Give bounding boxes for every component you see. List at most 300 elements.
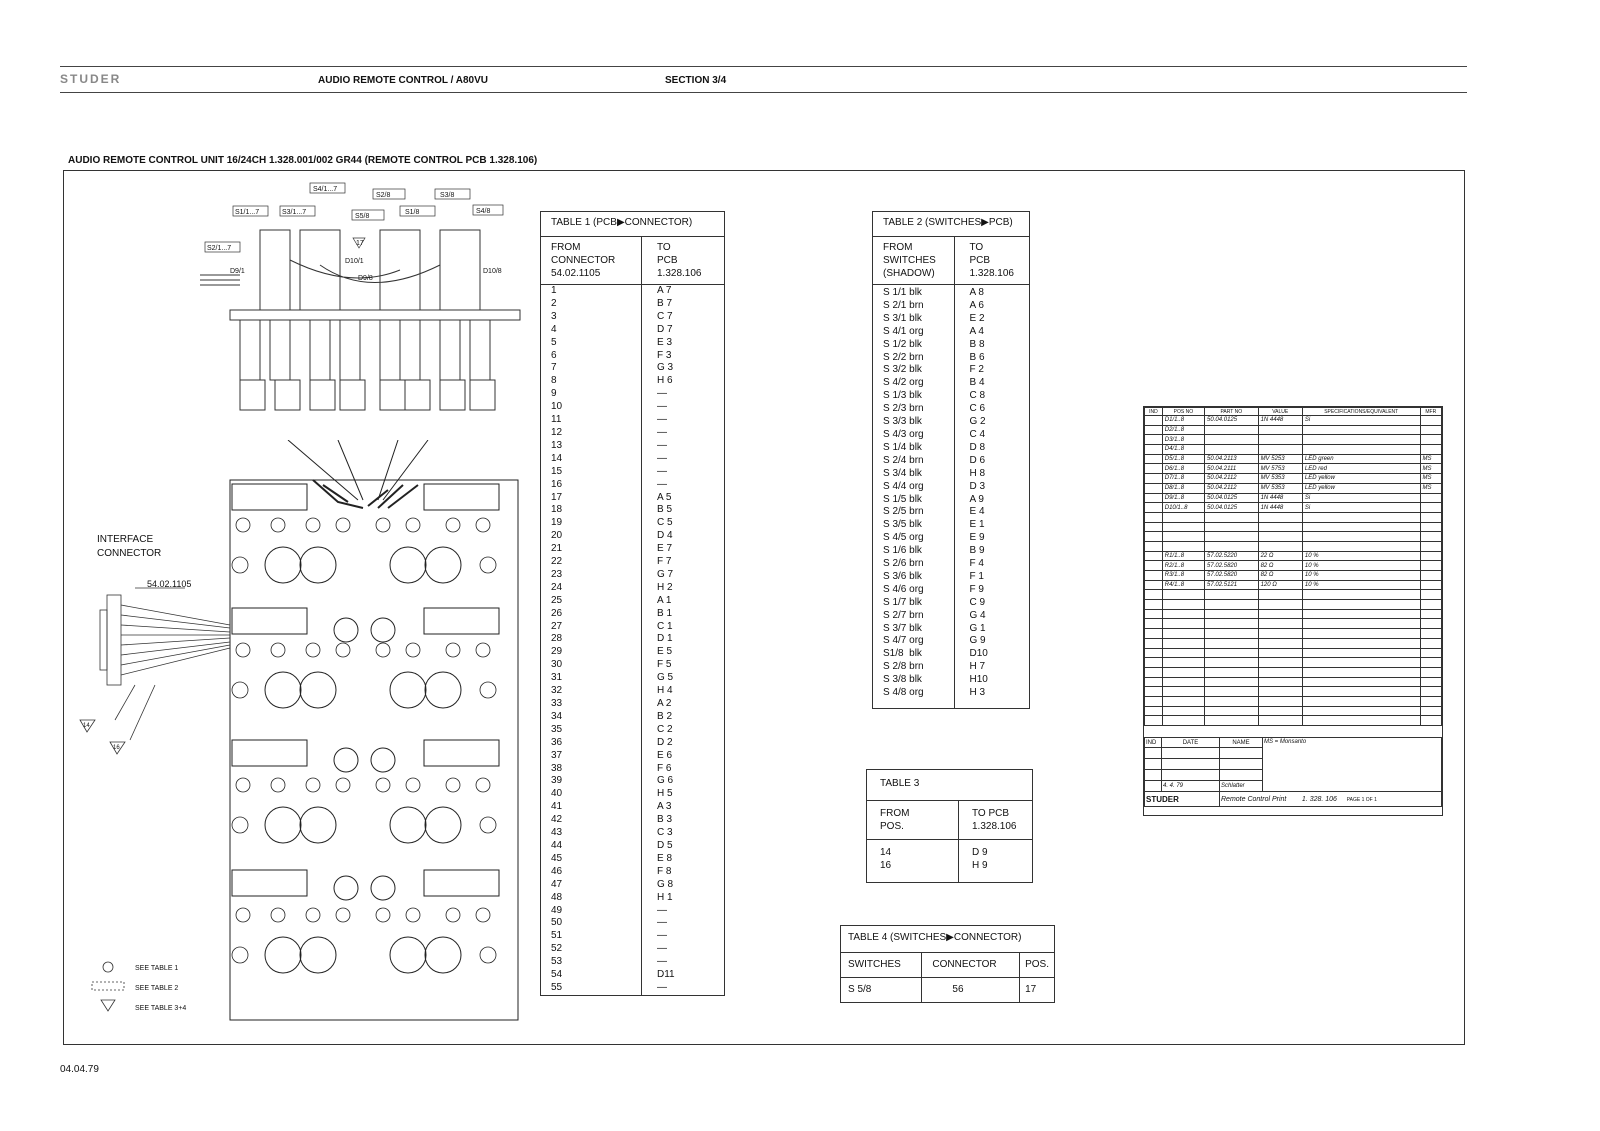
parts-cell: 10 % bbox=[1302, 551, 1420, 561]
table-1-from-cell: 42 bbox=[551, 814, 563, 826]
pcb-layout-drawing bbox=[228, 440, 523, 1022]
table-2-from-cell: S 4/3 org bbox=[883, 428, 924, 440]
parts-cell: D3/1..8 bbox=[1162, 435, 1204, 445]
table-2-from-cell: S 3/2 blk bbox=[883, 364, 922, 376]
table-2-from-cell: S 2/3 brn bbox=[883, 403, 924, 415]
parts-row bbox=[1145, 483, 1442, 493]
sheet-title: Remote Control Print bbox=[1221, 795, 1287, 803]
table-1-from-cell: 21 bbox=[551, 543, 563, 555]
table-1-from-cell: 55 bbox=[551, 981, 563, 993]
parts-row bbox=[1145, 416, 1442, 426]
parts-row bbox=[1145, 532, 1442, 542]
table-1-to-cell: — bbox=[657, 401, 667, 413]
table-2-to-cell: C 6 bbox=[969, 403, 986, 415]
parts-cell: Si bbox=[1302, 503, 1420, 513]
parts-row bbox=[1145, 696, 1442, 706]
switch-bodies bbox=[260, 230, 480, 310]
table-2-head-from: FROM SWITCHES (SHADOW) bbox=[873, 237, 955, 285]
table-1-to-cell: E 7 bbox=[657, 543, 673, 555]
table-2-from-cell: S 4/6 org bbox=[883, 583, 924, 595]
table-2-to-cell: F 1 bbox=[969, 570, 984, 582]
table-1-to-cell: B 2 bbox=[657, 710, 673, 722]
table-2-from-cell: S 2/8 brn bbox=[883, 661, 924, 673]
table-1-from-cell: 41 bbox=[551, 801, 563, 813]
parts-cell: D6/1..8 bbox=[1162, 464, 1204, 474]
switch-label: S2/1...7 bbox=[207, 245, 232, 252]
table-1-to-cell: B 3 bbox=[657, 814, 673, 826]
parts-cell: LED yellow bbox=[1302, 474, 1420, 484]
parts-cell: D8/1..8 bbox=[1162, 483, 1204, 493]
table-1 bbox=[540, 211, 725, 996]
table-1-to-cell: — bbox=[657, 917, 667, 929]
table-1-from-cell: 52 bbox=[551, 943, 563, 955]
parts-cell bbox=[1145, 571, 1163, 581]
parts-row bbox=[1145, 435, 1442, 445]
table-4-head-connector: CONNECTOR bbox=[922, 953, 1020, 978]
table-2-from-cell: S 2/4 brn bbox=[883, 454, 924, 466]
table-1-from-cell: 44 bbox=[551, 839, 563, 851]
parts-row bbox=[1145, 658, 1442, 668]
sheet-number: 1. 328. 106 bbox=[1301, 795, 1337, 803]
table-1-to-cell: F 7 bbox=[657, 556, 672, 568]
table-1-from-cell: 38 bbox=[551, 762, 563, 774]
parts-cell: Si bbox=[1302, 493, 1420, 503]
revision-note: MS = Monsanto bbox=[1263, 738, 1442, 792]
table-2-to-cell: B 6 bbox=[969, 351, 985, 363]
parts-cell bbox=[1145, 445, 1163, 455]
parts-cell bbox=[1145, 416, 1163, 426]
parts-header-cell: VALUE bbox=[1258, 408, 1302, 416]
parts-cell: D7/1..8 bbox=[1162, 474, 1204, 484]
parts-row bbox=[1145, 716, 1442, 726]
table-1-from-cell: 2 bbox=[551, 297, 557, 309]
table-2-from-cell: S 3/4 blk bbox=[883, 467, 922, 479]
table-1-to-cell: F 5 bbox=[657, 659, 672, 671]
table-1-from-cell: 20 bbox=[551, 530, 563, 542]
table-1-head-from: FROM CONNECTOR 54.02.1105 bbox=[541, 237, 642, 285]
parts-list-table bbox=[1144, 407, 1442, 726]
table-1-title: TABLE 1 (PCB▶CONNECTOR) bbox=[541, 212, 725, 237]
parts-cell: 50.04.0125 bbox=[1205, 416, 1259, 426]
table-2-to-cell: E 2 bbox=[969, 312, 985, 324]
table-3-head-to: TO PCB 1.328.106 bbox=[959, 801, 1033, 840]
parts-cell: 1N 4448 bbox=[1258, 416, 1302, 426]
parts-row bbox=[1145, 522, 1442, 532]
table-2-to-cell: H10 bbox=[969, 674, 988, 686]
legend-table2: SEE TABLE 2 bbox=[135, 985, 179, 992]
parts-row bbox=[1145, 503, 1442, 513]
parts-cell bbox=[1420, 551, 1441, 561]
parts-cell: R1/1..8 bbox=[1162, 551, 1204, 561]
parts-cell bbox=[1145, 483, 1163, 493]
table-1-to-cell: B 1 bbox=[657, 607, 673, 619]
parts-cell: 50.04.2112 bbox=[1205, 483, 1259, 493]
table-1-to-cell: E 5 bbox=[657, 646, 673, 658]
table-1-from-cell: 35 bbox=[551, 723, 563, 735]
table-1-to-cell: — bbox=[657, 414, 667, 426]
table-2-to-cell: E 4 bbox=[969, 506, 985, 518]
parts-cell: 57.02.5220 bbox=[1205, 551, 1259, 561]
table-2-to-cell: C 8 bbox=[969, 390, 986, 402]
table-2-from-cell: S 1/7 blk bbox=[883, 596, 922, 608]
table-1-to-cell: E 3 bbox=[657, 336, 673, 348]
parts-cell bbox=[1420, 561, 1441, 571]
table-2-from-cell: S 1/3 blk bbox=[883, 390, 922, 402]
table-1-from-cell: 31 bbox=[551, 672, 563, 684]
switch-label: S4/8 bbox=[476, 208, 491, 215]
table-3-head-from: FROM POS. bbox=[867, 801, 959, 840]
table-2-from-cell: S 1/2 blk bbox=[883, 338, 922, 350]
parts-cell: 82 Ω bbox=[1258, 561, 1302, 571]
parts-row bbox=[1145, 464, 1442, 474]
table-2-from-cell: S 3/5 blk bbox=[883, 519, 922, 531]
sheet-page: PAGE 1 OF 1 bbox=[1346, 796, 1377, 803]
table-1-to-cell: G 6 bbox=[657, 775, 674, 787]
switch-assembly-drawing bbox=[200, 180, 530, 430]
table-1-to-cell: — bbox=[657, 478, 667, 490]
table-2-from-cell: S 2/5 brn bbox=[883, 506, 924, 518]
parts-cell: R2/1..8 bbox=[1162, 561, 1204, 571]
table-1-to-cell: B 7 bbox=[657, 297, 673, 309]
switch-label: S1/1...7 bbox=[235, 209, 260, 216]
parts-cell bbox=[1145, 493, 1163, 503]
table-1-to-cell: E 6 bbox=[657, 749, 673, 761]
table-2-to-column bbox=[954, 285, 1030, 709]
parts-cell: 82 Ω bbox=[1258, 571, 1302, 581]
table-1-from-cell: 39 bbox=[551, 775, 563, 787]
diode-label: D10/1 bbox=[345, 258, 364, 265]
parts-cell bbox=[1205, 425, 1259, 435]
parts-cell: MS bbox=[1420, 483, 1441, 493]
table-2-from-cell: S1/8 blk bbox=[883, 648, 922, 660]
table-2-from-cell: S 3/3 blk bbox=[883, 416, 922, 428]
table-2-from-cell: S 3/1 blk bbox=[883, 312, 922, 324]
table-1-to-cell: F 6 bbox=[657, 762, 672, 774]
table-1-from-cell: 18 bbox=[551, 504, 563, 516]
parts-cell: 57.02.5121 bbox=[1205, 580, 1259, 590]
table-1-to-cell: C 7 bbox=[657, 310, 673, 322]
table-1-to-cell: — bbox=[657, 956, 667, 968]
table-2-from-cell: S 4/2 org bbox=[883, 377, 924, 389]
parts-cell bbox=[1145, 435, 1163, 445]
parts-cell: 50.04.0125 bbox=[1205, 503, 1259, 513]
table-1-to-cell: C 5 bbox=[657, 517, 673, 529]
table-2-from-cell: S 3/7 blk bbox=[883, 622, 922, 634]
table-1-to-cell: A 3 bbox=[657, 801, 672, 813]
table-2-from-cell: S 4/5 org bbox=[883, 532, 924, 544]
parts-cell: 1N 4448 bbox=[1258, 493, 1302, 503]
parts-row bbox=[1145, 425, 1442, 435]
parts-row bbox=[1145, 454, 1442, 464]
parts-header-cell: SPECIFICATIONS/EQUIVALENT bbox=[1302, 408, 1420, 416]
header-rule-top bbox=[60, 66, 1467, 67]
parts-cell: D10/1..8 bbox=[1162, 503, 1204, 513]
parts-cell: LED red bbox=[1302, 464, 1420, 474]
table-4-head-pos: POS. bbox=[1020, 953, 1055, 978]
parts-row bbox=[1145, 706, 1442, 716]
parts-cell: D5/1..8 bbox=[1162, 454, 1204, 464]
table-2-from-cell: S 1/1 blk bbox=[883, 287, 922, 298]
table-2-to-cell: H 3 bbox=[969, 687, 986, 699]
table-1-from-cell: 15 bbox=[551, 465, 563, 477]
table-1-to-cell: C 2 bbox=[657, 723, 673, 735]
table-2-to-cell: D 3 bbox=[969, 480, 986, 492]
table-1-from-cell: 50 bbox=[551, 917, 563, 929]
table-2-from-column bbox=[873, 285, 955, 709]
switch-label: S4/1...7 bbox=[313, 186, 338, 193]
table-2-to-cell: F 2 bbox=[969, 364, 984, 376]
table-2-to-cell: G 1 bbox=[969, 622, 986, 634]
revision-table: IND DATE NAME MS = Monsanto 4. 4. 79 Schlatter STUDER Remote Control Print 1. 328. 106 PAGE 1 OF 1 bbox=[1144, 737, 1442, 807]
parts-cell bbox=[1145, 425, 1163, 435]
table-3-to: D 9 H 9 bbox=[959, 840, 1033, 883]
parts-cell: MV 5353 bbox=[1258, 474, 1302, 484]
parts-header-cell: MFR bbox=[1420, 408, 1441, 416]
parts-cell bbox=[1302, 425, 1420, 435]
table-1-from-cell: 30 bbox=[551, 659, 563, 671]
table-1-to-cell: G 5 bbox=[657, 672, 674, 684]
parts-cell: R4/1..8 bbox=[1162, 580, 1204, 590]
table-1-to-cell: — bbox=[657, 439, 667, 451]
table-1-from-cell: 14 bbox=[551, 452, 563, 464]
table-2-from-cell: S 4/1 org bbox=[883, 325, 924, 337]
parts-row bbox=[1145, 580, 1442, 590]
table-1-to-cell: C 3 bbox=[657, 827, 673, 839]
table-1-to-cell: — bbox=[657, 388, 667, 400]
parts-row bbox=[1145, 561, 1442, 571]
parts-cell: MV 5253 bbox=[1258, 454, 1302, 464]
parts-cell bbox=[1145, 551, 1163, 561]
section-label: SECTION 3/4 bbox=[665, 75, 727, 86]
drawing-title: AUDIO REMOTE CONTROL UNIT 16/24CH 1.328.001/002 GR44 (REMOTE CONTROL PCB 1.328.106) bbox=[68, 155, 538, 166]
table-1-to-cell: D 7 bbox=[657, 323, 673, 335]
table-1-to-cell: A 7 bbox=[657, 285, 672, 296]
revision-name: Schlatter bbox=[1220, 781, 1263, 792]
legend-table34: SEE TABLE 3+4 bbox=[135, 1005, 187, 1012]
connector-part-number: 54.02.1105 bbox=[147, 579, 192, 589]
table-1-from-cell: 32 bbox=[551, 685, 563, 697]
table-1-to-cell: H 5 bbox=[657, 788, 673, 800]
table-1-to-cell: F 3 bbox=[657, 349, 672, 361]
table-2-to-cell: E 1 bbox=[969, 519, 985, 531]
table-1-from-cell: 19 bbox=[551, 517, 563, 529]
table-2-to-cell: B 4 bbox=[969, 377, 985, 389]
switch-label: S1/8 bbox=[405, 209, 420, 216]
position-14-label: 14 bbox=[83, 723, 90, 729]
legend bbox=[90, 960, 220, 1020]
parts-header-cell: IND bbox=[1145, 408, 1163, 416]
issue-date: 04.04.79 bbox=[60, 1064, 99, 1075]
parts-cell bbox=[1420, 580, 1441, 590]
parts-cell: D9/1..8 bbox=[1162, 493, 1204, 503]
parts-cell: MV 5353 bbox=[1258, 483, 1302, 493]
parts-row bbox=[1145, 493, 1442, 503]
parts-cell bbox=[1420, 416, 1441, 426]
circle-legend-icon bbox=[103, 962, 113, 972]
table-2-to-cell: G 9 bbox=[969, 635, 986, 647]
parts-cell: 1N 4448 bbox=[1258, 503, 1302, 513]
parts-cell: 10 % bbox=[1302, 571, 1420, 581]
table-2-to-cell: A 6 bbox=[969, 299, 984, 311]
table-1-to-cell: D 2 bbox=[657, 736, 673, 748]
parts-cell bbox=[1420, 571, 1441, 581]
table-1-to-cell: H 1 bbox=[657, 891, 673, 903]
parts-cell bbox=[1302, 435, 1420, 445]
table-1-to-cell: B 5 bbox=[657, 504, 673, 516]
table-4-head-switches: SWITCHES bbox=[841, 953, 922, 978]
table-1-to-cell: H 2 bbox=[657, 581, 673, 593]
table-2-to-cell: C 9 bbox=[969, 596, 986, 608]
table-2-to-cell: A 8 bbox=[969, 287, 984, 298]
table-3 bbox=[866, 769, 1033, 883]
switch-label: S2/8 bbox=[376, 192, 391, 199]
parts-cell bbox=[1205, 445, 1259, 455]
table-1-from-cell: 40 bbox=[551, 788, 563, 800]
table-1-from-cell: 8 bbox=[551, 375, 557, 387]
table-1-from-cell: 45 bbox=[551, 852, 563, 864]
legend-table1: SEE TABLE 1 bbox=[135, 965, 179, 972]
parts-cell bbox=[1258, 435, 1302, 445]
interface-connector-label: INTERFACE CONNECTOR bbox=[97, 534, 162, 559]
table-1-to-cell: D11 bbox=[657, 969, 675, 981]
table-2-from-cell: S 2/1 brn bbox=[883, 299, 924, 311]
table-1-from-cell: 1 bbox=[551, 285, 557, 296]
table-2-from-cell: S 3/6 blk bbox=[883, 570, 922, 582]
table-1-to-cell: C 1 bbox=[657, 620, 673, 632]
parts-cell bbox=[1145, 454, 1163, 464]
diode-label: D9/8 bbox=[358, 275, 373, 282]
switch-label: S5/8 bbox=[355, 213, 370, 220]
parts-cell: 57.02.5820 bbox=[1205, 561, 1259, 571]
parts-cell bbox=[1420, 435, 1441, 445]
switch-footprints bbox=[265, 547, 461, 973]
switch-label: S3/1...7 bbox=[282, 209, 307, 216]
parts-row bbox=[1145, 571, 1442, 581]
parts-cell: D2/1..8 bbox=[1162, 425, 1204, 435]
table-1-from-cell: 23 bbox=[551, 568, 563, 580]
parts-cell: MS bbox=[1420, 474, 1441, 484]
parts-header-cell: POS NO bbox=[1162, 408, 1204, 416]
table-1-from-cell: 24 bbox=[551, 581, 563, 593]
table-2-to-cell: F 4 bbox=[969, 558, 984, 570]
table-1-from-cell: 37 bbox=[551, 749, 563, 761]
parts-cell: 50.04.2113 bbox=[1205, 454, 1259, 464]
table-4-connector: 56 bbox=[922, 978, 1020, 1003]
parts-row bbox=[1145, 629, 1442, 639]
table-1-from-cell: 13 bbox=[551, 439, 563, 451]
document-title: AUDIO REMOTE CONTROL / A80VU bbox=[318, 75, 489, 86]
parts-cell: 50.04.2112 bbox=[1205, 474, 1259, 484]
table-2-from-cell: S 3/8 blk bbox=[883, 674, 922, 686]
table-1-from-cell: 49 bbox=[551, 904, 563, 916]
table-1-to-cell: — bbox=[657, 904, 667, 916]
table-1-from-cell: 16 bbox=[551, 478, 563, 490]
table-1-from-cell: 22 bbox=[551, 556, 563, 568]
brand-logo: STUDER bbox=[60, 72, 122, 86]
table-1-from-cell: 26 bbox=[551, 607, 563, 619]
table-1-from-cell: 6 bbox=[551, 349, 557, 361]
parts-row bbox=[1145, 609, 1442, 619]
parts-cell bbox=[1145, 464, 1163, 474]
table-2-from-cell: S 4/8 org bbox=[883, 687, 924, 699]
table-4 bbox=[840, 925, 1055, 1003]
table-1-from-cell: 43 bbox=[551, 827, 563, 839]
parts-cell: 50.04.0125 bbox=[1205, 493, 1259, 503]
table-2-to-cell: G 4 bbox=[969, 609, 986, 621]
table-1-to-cell: G 3 bbox=[657, 362, 674, 374]
parts-cell bbox=[1145, 503, 1163, 513]
parts-row bbox=[1145, 551, 1442, 561]
table-2-from-cell: S 1/5 blk bbox=[883, 493, 922, 505]
table-1-from-cell: 4 bbox=[551, 323, 557, 335]
table-1-to-cell: — bbox=[657, 452, 667, 464]
table-2-to-cell: D10 bbox=[969, 648, 988, 660]
parts-row bbox=[1145, 677, 1442, 687]
table-2-title: TABLE 2 (SWITCHES▶PCB) bbox=[873, 212, 1030, 237]
parts-row bbox=[1145, 687, 1442, 697]
table-1-from-cell: 28 bbox=[551, 633, 563, 645]
parts-cell bbox=[1205, 435, 1259, 445]
table-2-from-cell: S 4/7 org bbox=[883, 635, 924, 647]
parts-cell: 120 Ω bbox=[1258, 580, 1302, 590]
table-1-to-cell: — bbox=[657, 930, 667, 942]
table-1-from-cell: 29 bbox=[551, 646, 563, 658]
table-1-from-cell: 17 bbox=[551, 491, 563, 503]
parts-row bbox=[1145, 638, 1442, 648]
parts-cell: MS bbox=[1420, 454, 1441, 464]
table-1-from-cell: 48 bbox=[551, 891, 563, 903]
revision-date: 4. 4. 79 bbox=[1162, 781, 1220, 792]
table-1-to-cell: H 6 bbox=[657, 375, 673, 387]
parts-cell bbox=[1302, 445, 1420, 455]
table-4-title: TABLE 4 (SWITCHES▶CONNECTOR) bbox=[841, 926, 1055, 953]
table-2-to-cell: H 7 bbox=[969, 661, 986, 673]
table-1-to-cell: F 8 bbox=[657, 865, 672, 877]
parts-cell: MV 5753 bbox=[1258, 464, 1302, 474]
table-1-from-cell: 7 bbox=[551, 362, 557, 374]
parts-row bbox=[1145, 512, 1442, 522]
table-1-from-cell: 47 bbox=[551, 878, 563, 890]
table-2-from-cell: S 2/2 brn bbox=[883, 351, 924, 363]
table-2-head-to: TO PCB 1.328.106 bbox=[954, 237, 1030, 285]
table-1-to-cell: — bbox=[657, 981, 667, 993]
parts-row bbox=[1145, 474, 1442, 484]
table-2-to-cell: F 9 bbox=[969, 583, 984, 595]
table-1-from-cell: 10 bbox=[551, 401, 563, 413]
parts-list-sheet bbox=[1143, 406, 1443, 816]
connector-drawing bbox=[75, 580, 235, 780]
parts-cell bbox=[1420, 503, 1441, 513]
parts-cell: D1/1..8 bbox=[1162, 416, 1204, 426]
parts-row bbox=[1145, 445, 1442, 455]
table-2-to-cell: B 8 bbox=[969, 338, 985, 350]
parts-cell bbox=[1145, 474, 1163, 484]
parts-row bbox=[1145, 648, 1442, 658]
table-1-to-cell: D 4 bbox=[657, 530, 673, 542]
parts-cell bbox=[1420, 445, 1441, 455]
parts-row bbox=[1145, 600, 1442, 610]
parts-cell: R3/1..8 bbox=[1162, 571, 1204, 581]
position-16-label: 16 bbox=[113, 745, 120, 751]
table-1-head-to: TO PCB 1.328.106 bbox=[642, 237, 725, 285]
table-1-to-cell: D 1 bbox=[657, 633, 673, 645]
sheet-brand: STUDER bbox=[1145, 792, 1220, 807]
table-1-to-cell: — bbox=[657, 426, 667, 438]
table-1-to-cell: H 4 bbox=[657, 685, 673, 697]
table-1-from-cell: 53 bbox=[551, 956, 563, 968]
table-1-to-cell: A 2 bbox=[657, 698, 672, 709]
parts-cell: 10 % bbox=[1302, 580, 1420, 590]
